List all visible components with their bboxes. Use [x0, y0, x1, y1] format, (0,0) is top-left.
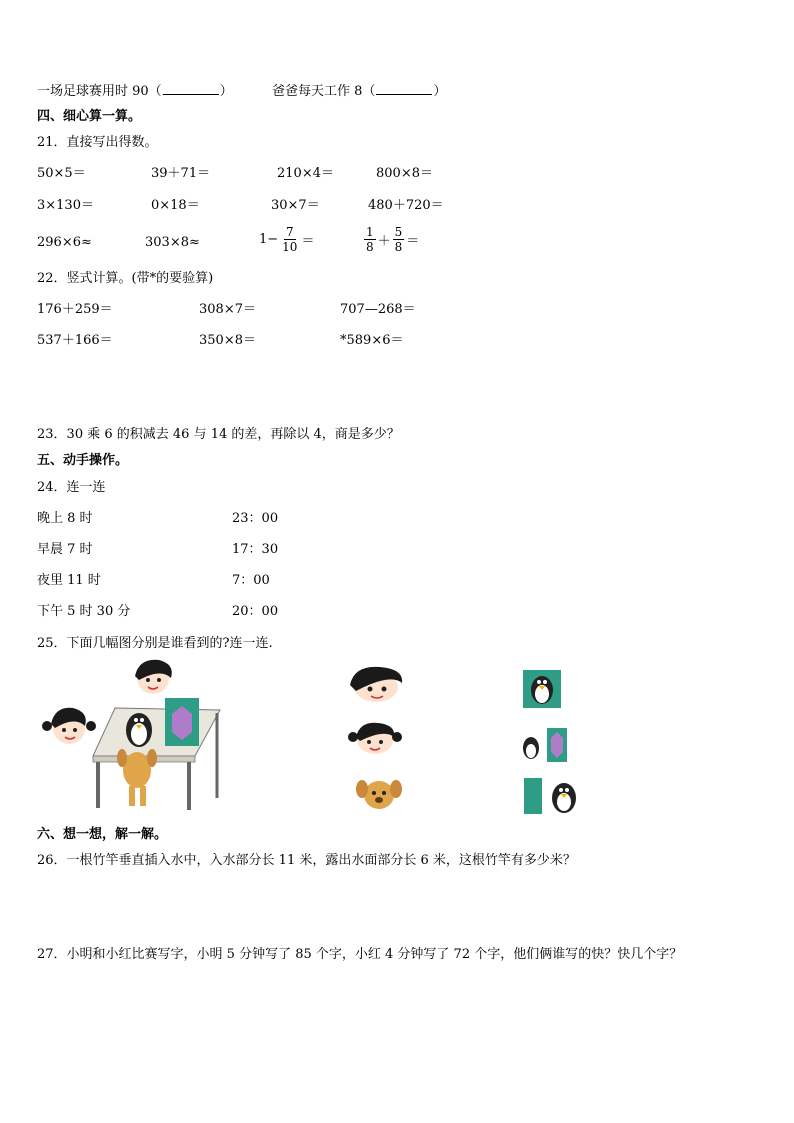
q21-item: 296×6≈: [37, 235, 92, 250]
q22-item: 308×7＝: [199, 302, 256, 317]
section-4-heading: 四、细心算一算。: [37, 109, 142, 124]
q24-right-item[interactable]: 23：00: [232, 511, 279, 526]
q24-right-item[interactable]: 17：30: [232, 542, 279, 557]
q21-item: 0×18＝: [151, 198, 200, 213]
q24-title: 24．连一连: [37, 480, 106, 495]
q22-item: 707—268＝: [340, 302, 416, 317]
fraction: $\frac{7}{10}$: [282, 225, 298, 254]
q26-text: 26．一根竹竿垂直插入水中，入水部分长 11 米，露出水面部分长 6 米，这根竹竿有多少米？: [37, 853, 576, 868]
girl-face-icon[interactable]: [346, 717, 404, 757]
q20-left: 一场足球赛用时 90（ ）: [37, 84, 233, 99]
q21-title: 21．直接写出得数。: [37, 135, 158, 150]
boy-face-icon[interactable]: [344, 665, 408, 705]
q23-text: 23．30 乘 6 的积减去 46 与 14 的差，再除以 4，商是多少？: [37, 427, 400, 442]
section-5-heading: 五、动手操作。: [37, 453, 129, 468]
q20-right: 爸爸每天工作 8（ ）: [272, 84, 447, 99]
q24-right-item[interactable]: 7：00: [232, 573, 270, 588]
fraction-expression-2: $\frac{1}{8}$ ＋ $\frac{5}{8}$ ＝: [366, 225, 420, 254]
q21-item: 39＋71＝: [151, 166, 211, 181]
girl-face-icon: [42, 708, 96, 744]
fraction-expression-1: 1− $\frac{7}{10}$ ＝: [259, 225, 315, 254]
view-box-beside-penguin[interactable]: [524, 778, 580, 814]
q21-item: 30×7＝: [271, 198, 320, 213]
view-penguin-front-of-box[interactable]: [523, 670, 561, 708]
q21-item: 303×8≈: [145, 235, 200, 250]
q24-left-item[interactable]: 早晨 7 时: [37, 542, 93, 557]
q21-item: 50×5＝: [37, 166, 86, 181]
q24-right-item[interactable]: 20：00: [232, 604, 279, 619]
dog-face-icon[interactable]: [354, 775, 404, 813]
q22-title: 22．竖式计算。(带*的要验算): [37, 271, 214, 286]
q22-item: 350×8＝: [199, 333, 256, 348]
scene-illustration: [35, 658, 230, 818]
q24-left-item[interactable]: 下午 5 时 30 分: [37, 604, 131, 619]
q21-item: 800×8＝: [376, 166, 433, 181]
answer-blank[interactable]: [376, 83, 432, 95]
table-top: [93, 708, 220, 756]
q21-item: 480＋720＝: [368, 198, 444, 213]
q25-title: 25．下面几幅图分别是谁看到的?连一连.: [37, 636, 273, 651]
fraction: $\frac{1}{8}$: [366, 225, 374, 254]
q24-left-item[interactable]: 晚上 8 时: [37, 511, 93, 526]
q27-text: 27．小明和小红比赛写字，小明 5 分钟写了 85 个字，小红 4 分钟写了 72 个字，他们俩谁写的快？快几个字？: [37, 947, 683, 962]
q24-left-item[interactable]: 夜里 11 时: [37, 573, 101, 588]
dog-icon: [117, 749, 157, 806]
q21-item: 210×4＝: [277, 166, 334, 181]
q22-item: 537＋166＝: [37, 333, 113, 348]
q22-item: *589×6＝: [340, 333, 404, 348]
q21-item: 3×130＝: [37, 198, 94, 213]
answer-blank[interactable]: [163, 83, 219, 95]
q22-item: 176＋259＝: [37, 302, 113, 317]
boy-face-icon: [135, 660, 172, 694]
penguin-icon: [126, 713, 152, 747]
fraction: $\frac{5}{8}$: [394, 225, 403, 254]
view-penguin-beside-box[interactable]: [519, 728, 569, 762]
section-6-heading: 六、想一想，解一解。: [37, 827, 168, 842]
